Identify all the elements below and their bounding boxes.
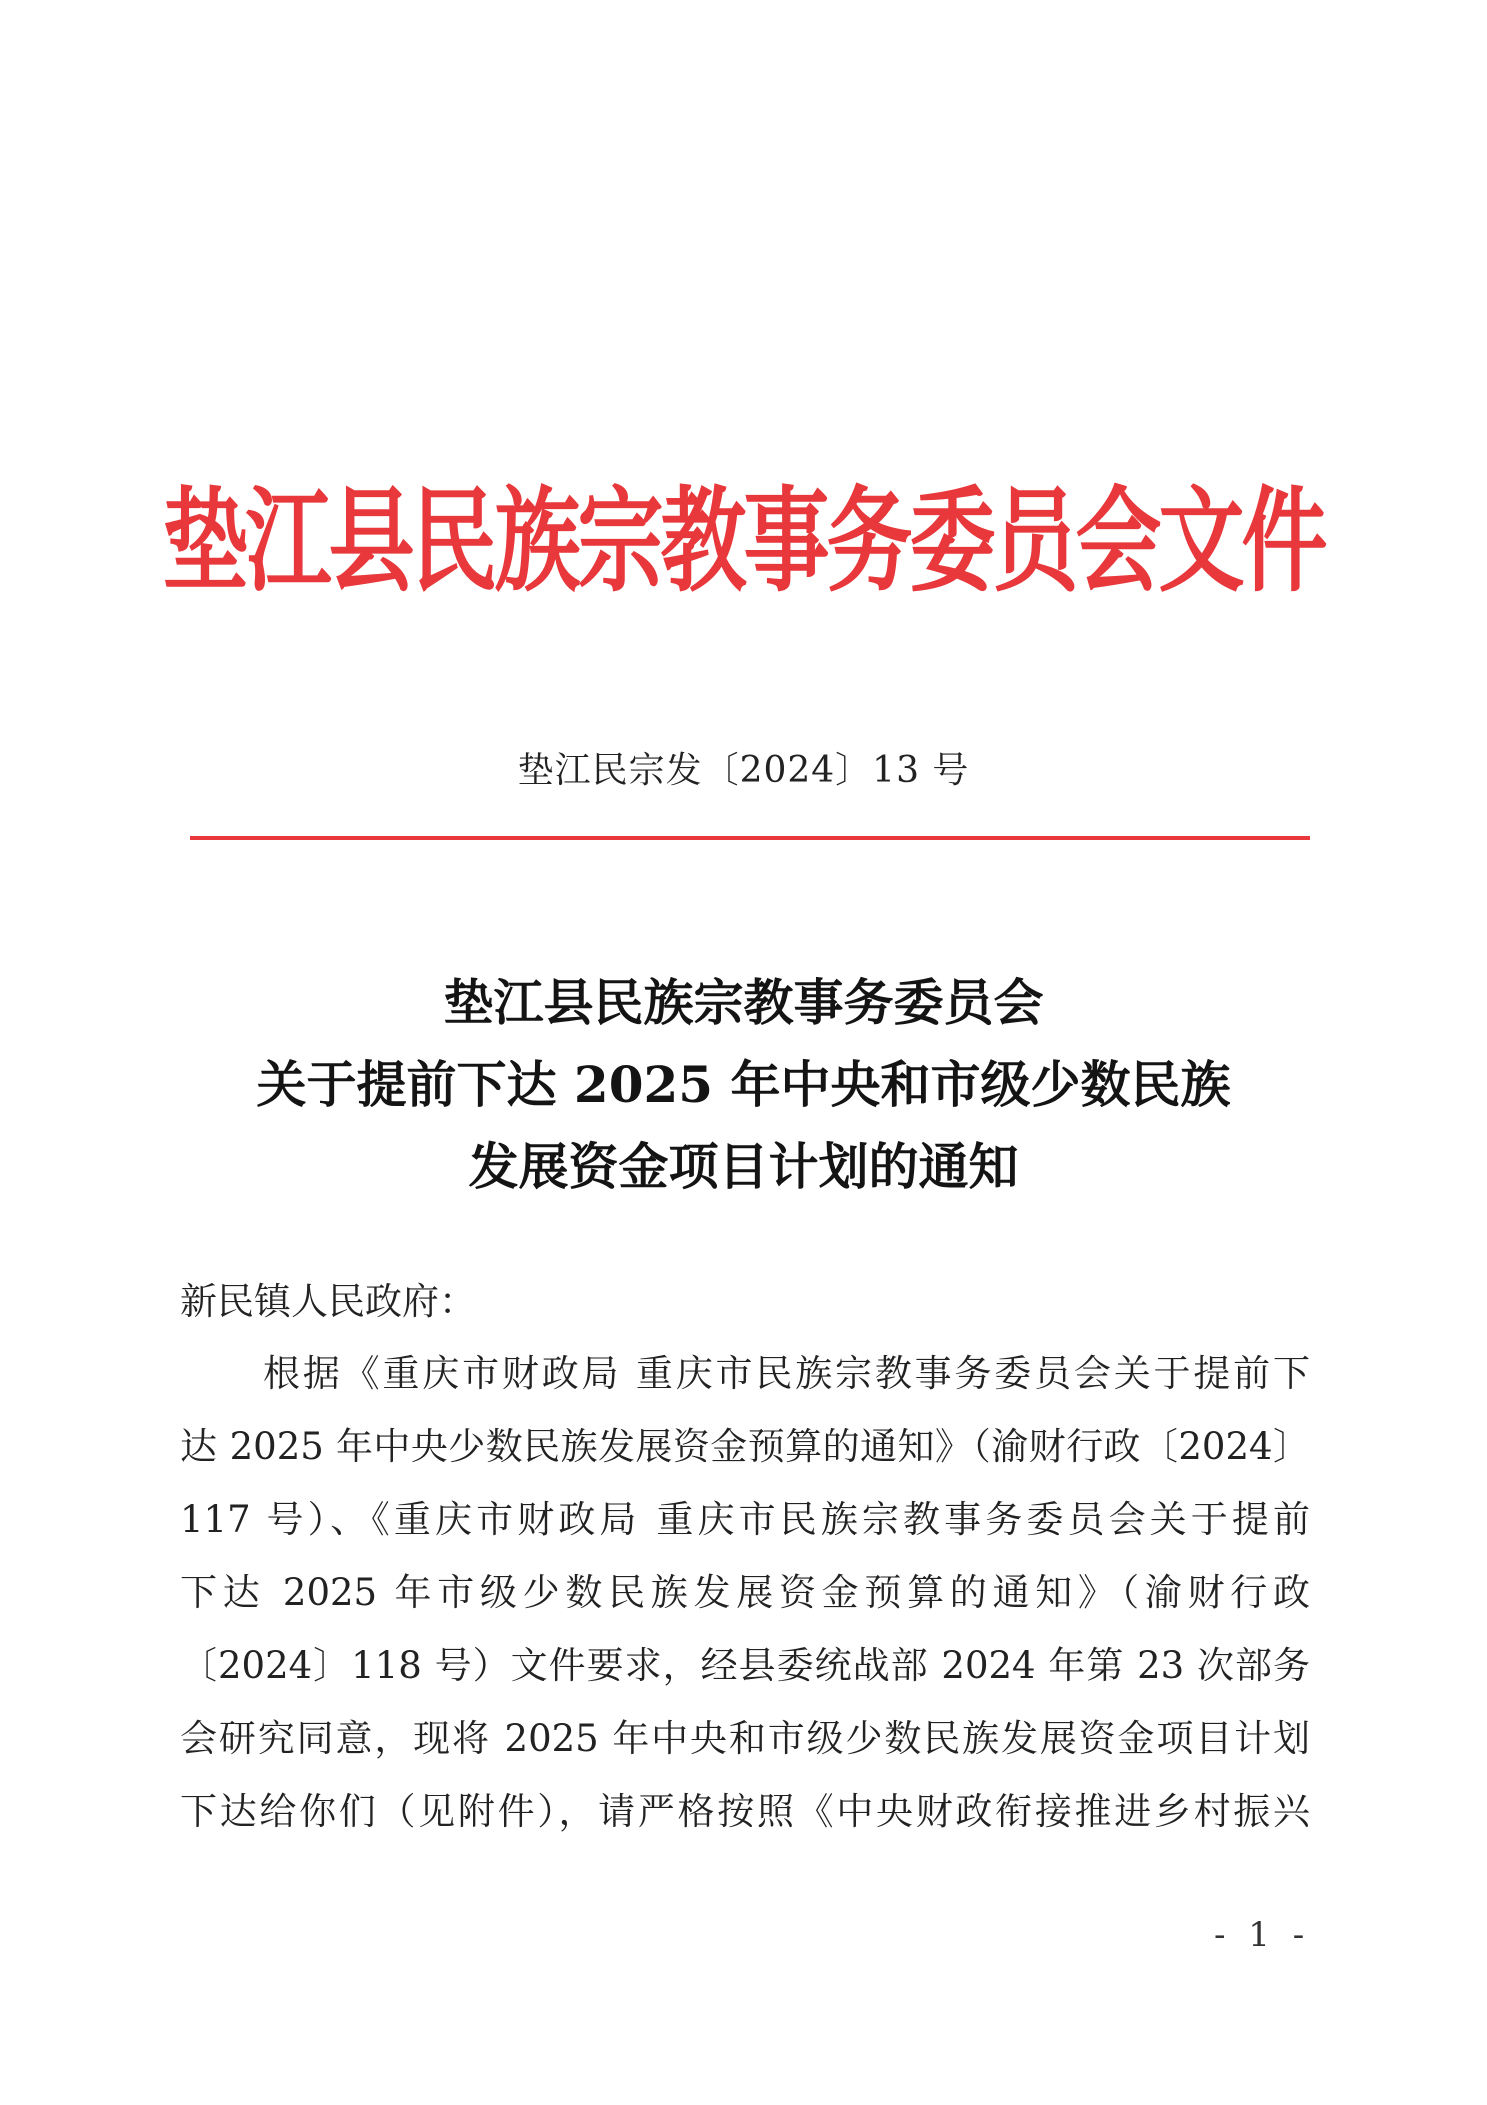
paragraph-line: 会研究同意，现将 2025 年中央和市级少数民族发展资金项目计划: [180, 1717, 1310, 1760]
paragraph-line: 下达 2025 年市级少数民族发展资金预算的通知》（渝财行政: [180, 1571, 1310, 1614]
page-number: - 1 -: [1214, 1915, 1311, 1955]
paragraph-line: 根据《重庆市财政局 重庆市民族宗教事务委员会关于提前下: [263, 1352, 1310, 1395]
heading-line-1: 垫江县民族宗教事务委员会: [443, 973, 1044, 1032]
document-body: [180, 1272, 1310, 1833]
paragraph-line: 〔2024〕118 号）文件要求，经县委统战部 2024 年第 23 次部务: [180, 1644, 1310, 1687]
salutation: 新民镇人民政府：: [180, 1280, 476, 1323]
red-header-title: 垫江县民族宗教事务委员会文件: [162, 476, 1325, 609]
red-separator-line: [190, 836, 1310, 840]
document-number: 垫江民宗发〔2024〕13 号: [517, 750, 970, 791]
paragraph-line: 下达给你们（见附件），请严格按照《中央财政衔接推进乡村振兴: [180, 1790, 1310, 1833]
heading-line-2: 关于提前下达 2025 年中央和市级少数民族: [256, 1055, 1231, 1114]
paragraph-line: 117 号）、《重庆市财政局 重庆市民族宗教事务委员会关于提前: [180, 1498, 1310, 1541]
paragraph-line: 达 2025 年中央少数民族发展资金预算的通知》（渝财行政〔2024〕: [180, 1425, 1310, 1468]
document-heading: [0, 962, 1487, 1208]
heading-line-3: 发展资金项目计划的通知: [468, 1137, 1019, 1196]
